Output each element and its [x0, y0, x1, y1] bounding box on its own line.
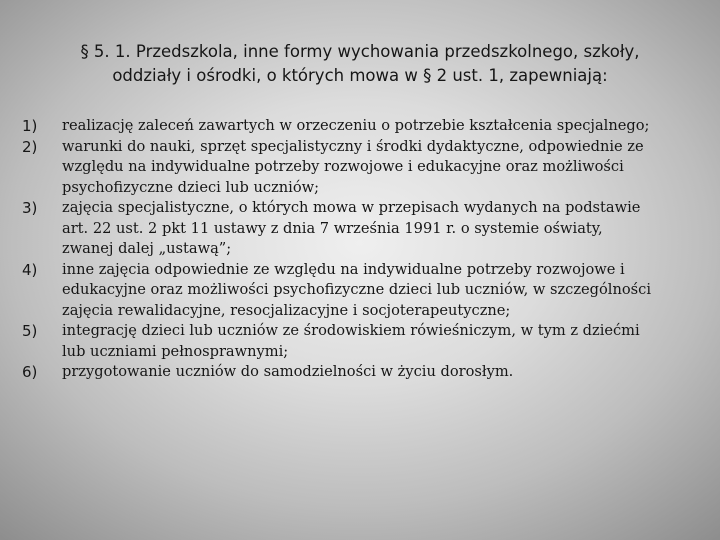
title-line: § 5. 1. Przedszkola, inne formy wychowania przedszkolnego, szkoły, [80, 42, 640, 61]
list-item-number: 3) [22, 199, 38, 217]
list-item-number: 1) [22, 117, 38, 135]
list-item-text [62, 362, 700, 383]
list-item-1 [22, 116, 700, 137]
text-line: realizację zaleceń zawartych w orzeczeniu o potrzebie kształcenia specjalnego; [62, 117, 650, 134]
list-item-text [62, 137, 700, 199]
text-line: lub uczniami pełnosprawnymi; [62, 342, 289, 360]
title-line: oddziały i ośrodki, o których mowa w § 2 ust. 1, zapewniają: [112, 66, 608, 85]
list-item-4 [22, 260, 700, 322]
list-item-number: 5) [22, 322, 38, 340]
text-line: zajęcia specjalistyczne, o których mowa w przepisach wydanych na podstawie [62, 199, 641, 216]
list-item-6 [22, 362, 700, 383]
text-line: inne zajęcia odpowiednie ze względu na indywidualne potrzeby rozwojowe i [62, 260, 625, 278]
text-line: zajęcia rewalidacyjne, resocjalizacyjne i socjoterapeutyczne; [62, 301, 511, 319]
slide-title [40, 40, 680, 88]
list-item-number: 2) [22, 137, 38, 156]
text-line: integrację dzieci lub uczniów ze środowiskiem rówieśniczym, w tym z dziećmi [62, 322, 640, 339]
text-line: psychofizyczne dzieci lub uczniów; [62, 178, 320, 196]
list-item-3 [22, 198, 700, 260]
text-line: względu na indywidualne potrzeby rozwojowe i edukacyjne oraz możliwości [62, 158, 624, 175]
text-line: edukacyjne oraz możliwości psychofizyczne dzieci lub uczniów, w szczególności [62, 281, 651, 298]
list-item-text [62, 321, 700, 362]
text-line: zwanej dalej „ustawą”; [62, 240, 232, 257]
text-line: art. 22 ust. 2 pkt 11 ustawy z dnia 7 września 1991 r. o systemie oświaty, [62, 219, 603, 237]
list-item-number: 4) [22, 260, 38, 279]
list-item-text [62, 260, 700, 322]
text-line: warunki do nauki, sprzęt specjalistyczny i środki dydaktyczne, odpowiednie ze [62, 137, 644, 155]
list-item-2 [22, 137, 700, 199]
list-item-text [62, 116, 700, 137]
provisions-list [22, 116, 700, 383]
text-line: przygotowanie uczniów do samodzielności w życiu dorosłym. [62, 363, 514, 380]
list-item-text [62, 198, 700, 260]
list-item-5 [22, 321, 700, 362]
list-item-number: 6) [22, 363, 38, 381]
